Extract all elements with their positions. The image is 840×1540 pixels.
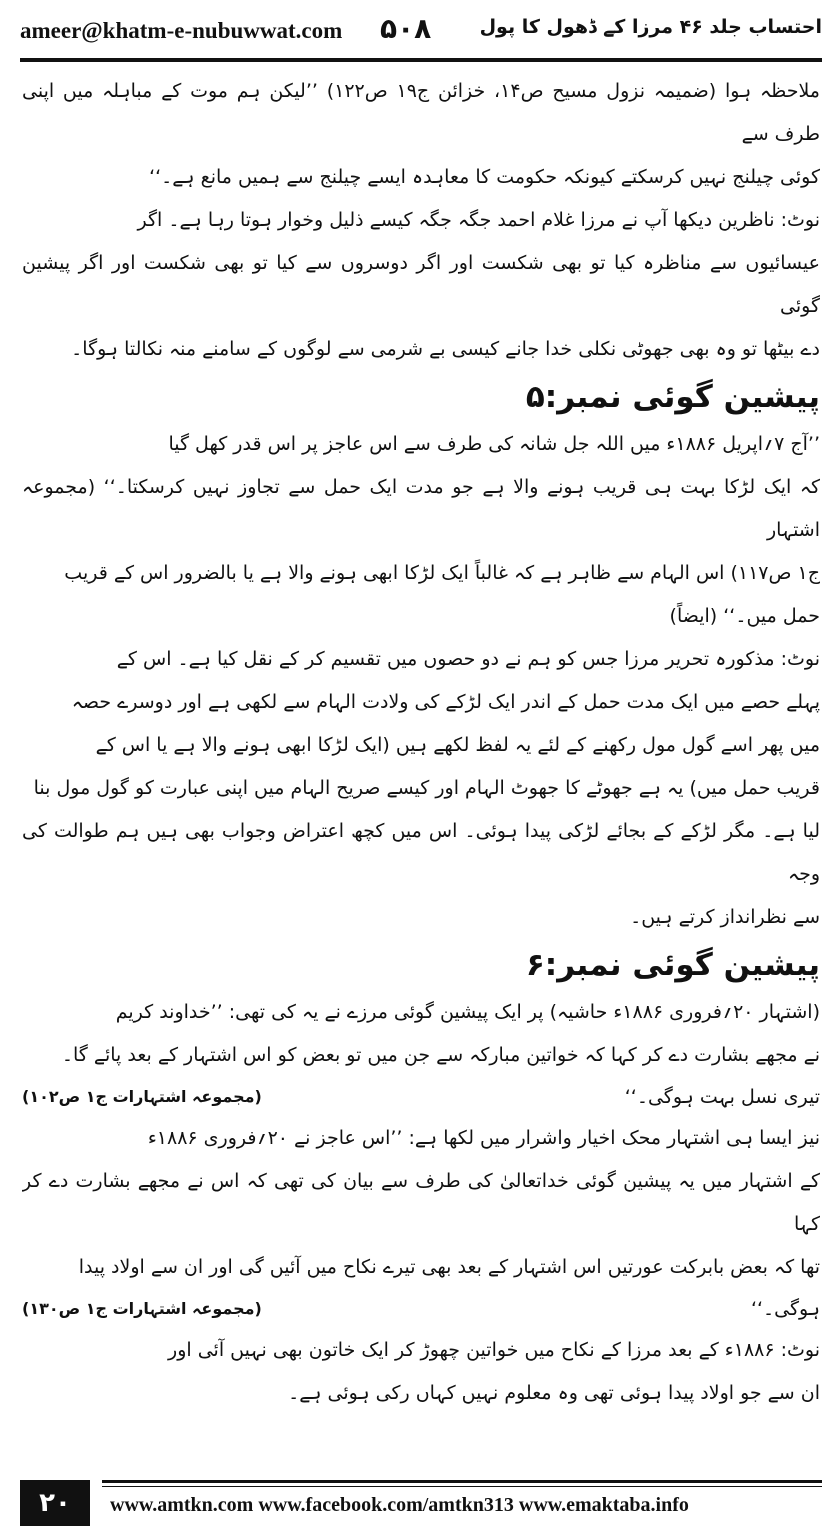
header-email: ameer@khatm-e-nubuwwat.com — [20, 18, 343, 43]
note-1-line: نوٹ: ناظرین دیکھا آپ نے مرزا غلام احمد جگہ جگہ کیسے ذلیل وخوار ہوتا رہا ہے۔ اگر — [137, 209, 820, 231]
section-heading-prophecy-6: پیشین گوئی نمبر:۶ — [525, 947, 820, 983]
note-3-line: ان سے جو اولاد پیدا ہوئی تھی وہ معلوم نہیں کہاں رکی ہوئی ہے۔ — [288, 1382, 820, 1404]
header-divider — [20, 58, 822, 62]
note-1-line: دے بیٹھا تو وہ بھی جھوٹی نکلی خدا جانے کیسی بے شرمی سے لوگوں کے سامنے منہ نکالتا ہوگا۔ — [71, 338, 820, 360]
page-body — [22, 70, 820, 1455]
paragraph-quote-2-line: ’’آج ۷؍اپریل ۱۸۸۶ء میں اللہ جل شانہ کی طرف سے اس عاجز پر اس قدر کھل گیا — [168, 433, 820, 455]
citation-reference: (مجموعہ اشتہارات ج۱ ص۱۰۲) — [22, 1087, 262, 1106]
paragraph-quote-4-line: کے اشتہار میں یہ پیشین گوئی خداتعالیٰ کی طرف سے بیان کی تھی کہ اس نے مجھے بشارت دے کر کہا — [22, 1170, 820, 1235]
paragraph-quote-1-line: کوئی چیلنج نہیں کرسکتے کیونکہ حکومت کا معاہدہ ایسے چیلنج سے ہمیں مانع ہے۔‘‘ — [149, 166, 820, 188]
note-2-line: سے نظرانداز کرتے ہیں۔ — [630, 906, 820, 928]
quote-4-text: ہوگی۔‘‘ — [750, 1298, 820, 1320]
paragraph-quote-2-line: ج۱ ص۱۱۷) اس الہام سے ظاہر ہے کہ غالباً ایک لڑکا ابھی ہونے والا ہے یا بالضرور اس کے قریب — [64, 562, 820, 584]
paragraph-quote-1-line: ملاحظہ ہوا (ضمیمہ نزول مسیح ص۱۴، خزائن ج۱۹ ص۱۲۲) ’’لیکن ہم موت کے مباہلہ میں اپنی طرف سے — [22, 80, 820, 145]
footer-website-links: www.amtkn.com www.facebook.com/amtkn313 www.emaktaba.info — [110, 1494, 689, 1516]
page-footer — [20, 1472, 822, 1530]
page-header — [20, 12, 822, 56]
paragraph-quote-2-line: کہ ایک لڑکا بہت ہی قریب ہونے والا ہے جو مدت ایک حمل سے تجاوز نہیں کرسکتا۔‘‘ (مجموعہ اشتہار — [22, 476, 820, 541]
footer-divider-thin — [102, 1486, 822, 1487]
note-2-line: میں پھر اسے گول مول رکھنے کے لئے یہ لفظ لکھے ہیں (ایک لڑکا ابھی ہونے والا ہے یا اس کے — [95, 734, 820, 756]
note-2-line: نوٹ: مذکورہ تحریر مرزا جس کو ہم نے دو حصوں میں تقسیم کر کے نقل کیا ہے۔ اس کے — [116, 648, 820, 670]
note-2-line: پہلے حصے میں ایک مدت حمل کے اندر ایک لڑکے کی ولادت الہام سے لکھی ہے اور دوسرے حصہ — [71, 691, 820, 713]
paragraph-quote-4-last-line — [22, 1289, 820, 1329]
paragraph-quote-4-line: تھا کہ بعض بابرکت عورتیں اس اشتہار کے بعد بھی تیرے نکاح میں آئیں گی اور ان سے اولاد پیدا — [78, 1256, 820, 1278]
header-title: احتساب جلد ۴۶ مرزا کے ڈھول کا پول — [479, 16, 822, 38]
header-page-number: ۵۰۸ — [380, 12, 432, 45]
paragraph-quote-4-line: نیز ایسا ہی اشتہار محک اخیار واشرار میں لکھا ہے: ’’اس عاجز نے ۲۰؍فروری ۱۸۸۶ء — [147, 1127, 820, 1149]
note-1-line: عیسائیوں سے مناظرہ کیا تو بھی شکست اور اگر دوسروں سے کیا تو بھی شکست اور اگر پیشین گوئی — [22, 252, 820, 317]
paragraph-quote-2-line: حمل میں۔‘‘ (ایضاً) — [669, 605, 820, 627]
quote-3-text: تیری نسل بہت ہوگی۔‘‘ — [624, 1086, 820, 1108]
section-heading-prophecy-5: پیشین گوئی نمبر:۵ — [525, 379, 820, 415]
paragraph-quote-3-line: نے مجھے بشارت دے کر کہا کہ خواتین مبارکہ سے جن میں تو بعض کو اس اشتہار کے بعد پائے گا۔ — [61, 1044, 820, 1066]
citation-reference: (مجموعہ اشتہارات ج۱ ص۱۳۰) — [22, 1299, 262, 1318]
note-3-line: نوٹ: ۱۸۸۶ء کے بعد مرزا کے نکاح میں خواتین چھوڑ کر ایک خاتون بھی نہیں آئی اور — [168, 1339, 820, 1361]
note-2-line: لیا ہے۔ مگر لڑکے کے بجائے لڑکی پیدا ہوئی۔ اس میں کچھ اعتراض وجواب بھی ہیں ہم طوالت کی وجہ — [22, 820, 820, 885]
paragraph-quote-3-line: (اشتہار ۲۰؍فروری ۱۸۸۶ء حاشیہ) پر ایک پیشین گوئی مرزے نے یہ کی تھی: ’’خداوند کریم — [115, 1001, 820, 1023]
footer-divider — [102, 1480, 822, 1483]
paragraph-quote-3-last-line — [22, 1077, 820, 1117]
footer-page-number-box: ۲۰ — [20, 1480, 90, 1526]
note-2-line: قریب حمل میں) یہ ہے جھوٹے کا جھوٹ الہام اور کیسے صریح الہام میں اپنی عبارت کو گول مول بنا — [33, 777, 820, 799]
